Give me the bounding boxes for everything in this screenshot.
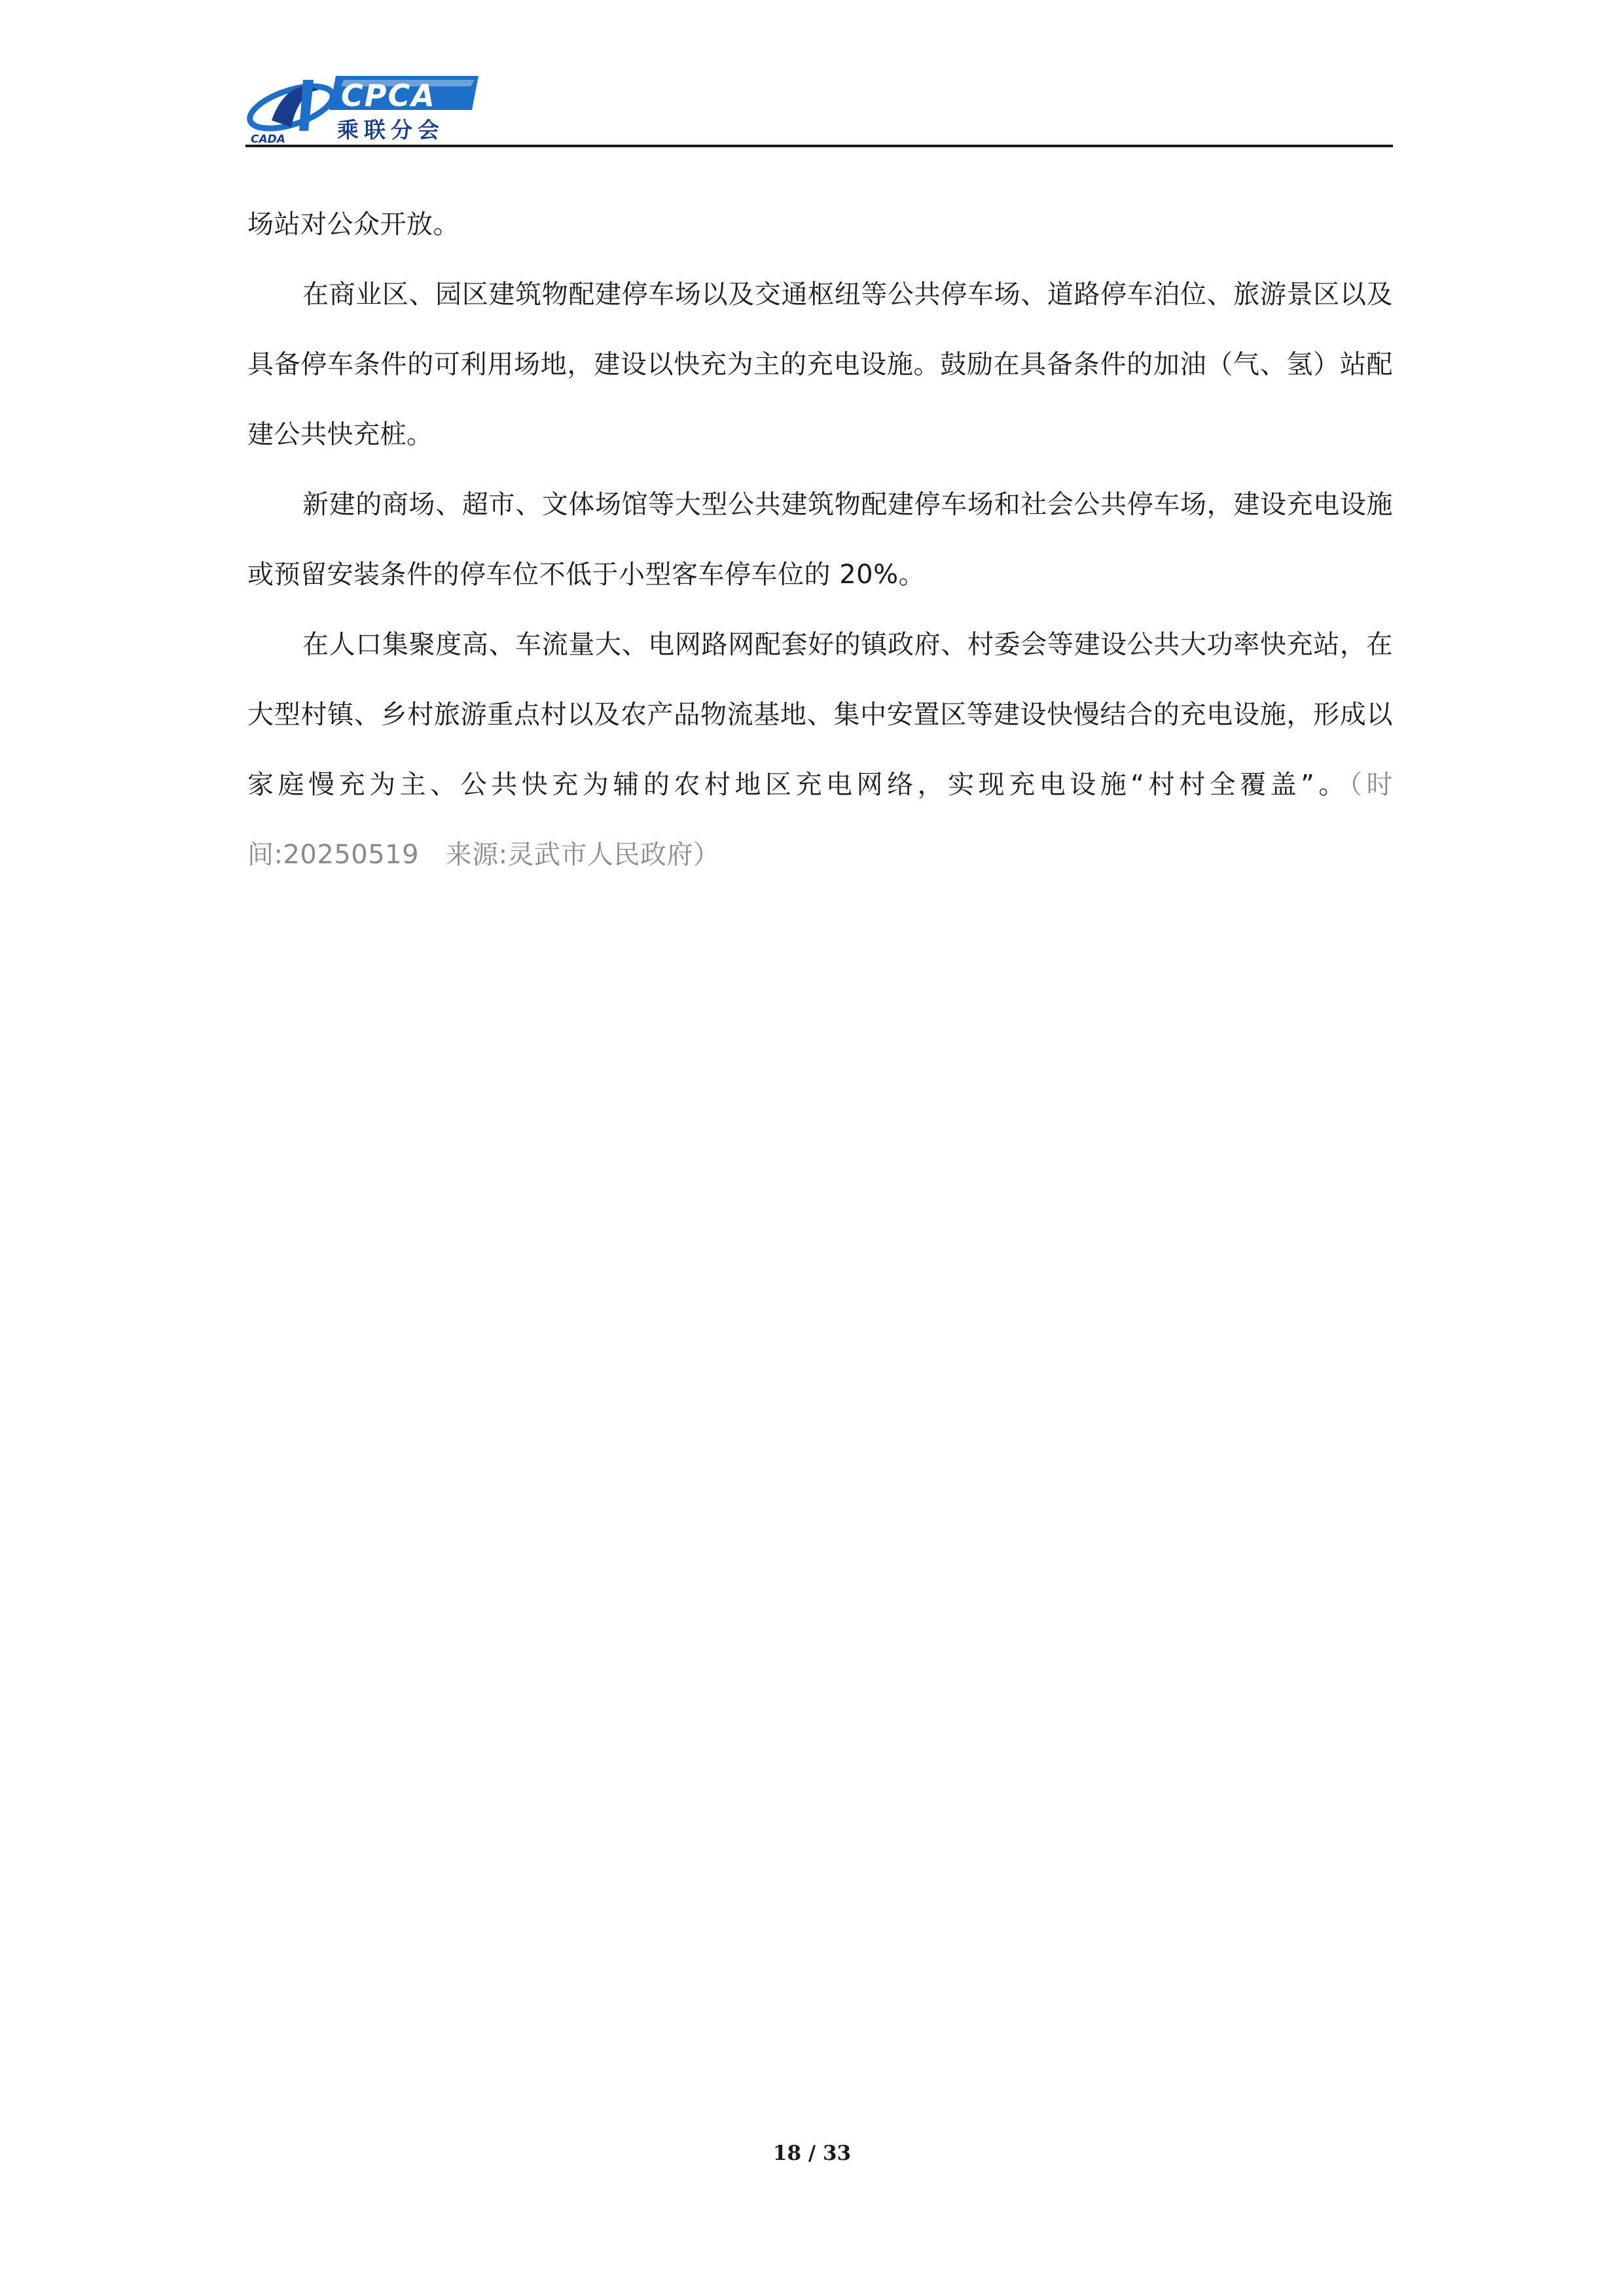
paragraph-4 xyxy=(247,610,1393,890)
header-divider xyxy=(245,145,1393,147)
logo-small-text: CADA xyxy=(251,133,285,144)
logo-main-text: CPCA xyxy=(341,78,436,113)
paragraph-1 xyxy=(247,190,1393,260)
paragraph-3-text: 新建的商场、超市、文体场馆等大型公共建筑物配建停车场和社会公共停车场，建设充电设施或预留安装条件的停车位不低于小型客车停车位的 20%。 xyxy=(247,490,1393,590)
page-header xyxy=(245,71,1393,146)
logo-sub-text: 乘联分会 xyxy=(337,117,444,143)
document-body xyxy=(247,190,1393,890)
paragraph-2-text: 在商业区、园区建筑物配建停车场以及交通枢纽等公共停车场、道路停车泊位、旅游景区以及具备停车条件的可利用场地，建设以快充为主的充电设施。鼓励在具备条件的加油（气、氢）站配建公共快充桩。 xyxy=(247,279,1393,450)
paragraph-3 xyxy=(247,470,1393,610)
source-note: （时间:20250519 来源:灵武市人民政府） xyxy=(247,770,1393,870)
paragraph-1-text: 场站对公众开放。 xyxy=(247,209,460,240)
total-pages: 33 xyxy=(822,2142,852,2165)
page-number xyxy=(0,2142,1624,2165)
current-page: 18 xyxy=(772,2142,802,2165)
cpca-logo xyxy=(245,71,481,144)
paragraph-4-text: 在人口集聚度高、车流量大、电网路网配套好的镇政府、村委会等建设公共大功率快充站，在大型村镇、乡村旅游重点村以及农产品物流基地、集中安置区等建设快慢结合的充电设施，形成以家庭慢充为主、公共快充为辅的农村地区充电网络，实现充电设施“村村全覆盖”。 xyxy=(247,630,1393,800)
paragraph-2 xyxy=(247,260,1393,470)
page-separator: / xyxy=(801,2142,823,2165)
